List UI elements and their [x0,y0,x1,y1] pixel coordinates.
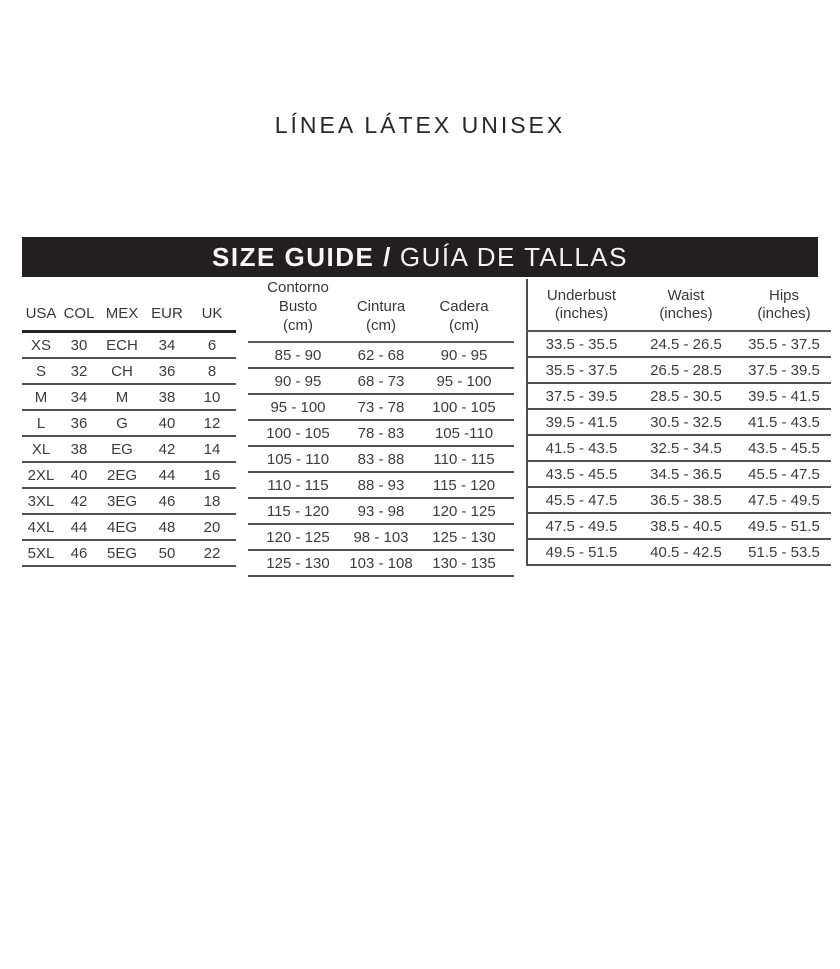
table-cell: EG [98,436,146,462]
table-cell: 30 [60,332,98,359]
size-systems-table [22,279,236,567]
column-header: COL [60,279,98,332]
table-row [527,487,831,513]
column-header: UK [188,279,236,332]
table-cell: 110 - 115 [248,472,348,498]
table-row [22,488,236,514]
table-cell: 95 - 100 [414,368,514,394]
table-cell: 83 - 88 [348,446,414,472]
table-row [527,435,831,461]
table-cell: 85 - 90 [248,342,348,368]
table-cell: 35.5 - 37.5 [527,357,635,383]
page-title: LÍNEA LÁTEX UNISEX [274,112,566,138]
table-cell: 2XL [22,462,60,488]
table-cell: 50 [146,540,188,566]
size-guide-banner [22,237,818,277]
table-cell: 105 - 110 [248,446,348,472]
table-cell: 93 - 98 [348,498,414,524]
table-cell: 90 - 95 [248,368,348,394]
table-row [248,342,514,368]
banner-title-primary: SIZE GUIDE / [212,241,392,272]
table-cell: 110 - 115 [414,446,514,472]
table-cell: 49.5 - 51.5 [737,513,831,539]
table-row [22,410,236,436]
table-cell: 42 [146,436,188,462]
table-row [527,513,831,539]
table-cell: 3EG [98,488,146,514]
table-cell: 12 [188,410,236,436]
table-row [248,446,514,472]
table-cell: 41.5 - 43.5 [737,409,831,435]
table-row [22,384,236,410]
table-cell: 115 - 120 [248,498,348,524]
table-cell: 45.5 - 47.5 [527,487,635,513]
table-cell: 46 [146,488,188,514]
table-cell: S [22,358,60,384]
table-cell: 35.5 - 37.5 [737,331,831,357]
table-cell: M [98,384,146,410]
table-cell: 78 - 83 [348,420,414,446]
table-cell: 14 [188,436,236,462]
table-cell: 100 - 105 [248,420,348,446]
table-cell: 37.5 - 39.5 [737,357,831,383]
table-row [22,436,236,462]
table-cell: 22 [188,540,236,566]
table-row [527,357,831,383]
table-cell: 30.5 - 32.5 [635,409,737,435]
table-cell: 103 - 108 [348,550,414,576]
table-cell: 73 - 78 [348,394,414,420]
table-cell: 5XL [22,540,60,566]
table-cell: 88 - 93 [348,472,414,498]
table-cell: 48 [146,514,188,540]
table-row [22,332,236,359]
table-cell: 38 [60,436,98,462]
table-cell: 36 [146,358,188,384]
table-cell: 125 - 130 [248,550,348,576]
table-cell: 37.5 - 39.5 [527,383,635,409]
inches-table [526,279,831,566]
table-cell: 10 [188,384,236,410]
table-cell: XL [22,436,60,462]
table-cell: 62 - 68 [348,342,414,368]
table-cell: 38 [146,384,188,410]
table-row [527,331,831,357]
table-cell: 49.5 - 51.5 [527,539,635,565]
table-row [22,462,236,488]
table-cell: M [22,384,60,410]
table-cell: 41.5 - 43.5 [527,435,635,461]
table-row [248,420,514,446]
table-cell: 4EG [98,514,146,540]
table-cell: 125 - 130 [414,524,514,550]
column-header: MEX [98,279,146,332]
header-row [22,279,236,332]
table-cell: 32.5 - 34.5 [635,435,737,461]
table-cell: G [98,410,146,436]
table-cell: 20 [188,514,236,540]
table-cell: 3XL [22,488,60,514]
table-row [22,514,236,540]
table-cell: 26.5 - 28.5 [635,357,737,383]
table-row [248,524,514,550]
table-cell: 38.5 - 40.5 [635,513,737,539]
table-cell: 36.5 - 38.5 [635,487,737,513]
table-cell: 105 -110 [414,420,514,446]
table-cell: 34.5 - 36.5 [635,461,737,487]
header-row [248,279,514,342]
column-header: Contorno Busto (cm) [248,279,348,342]
table-cell: L [22,410,60,436]
table-row [527,383,831,409]
table-cell: 8 [188,358,236,384]
column-header: Hips (inches) [737,279,831,331]
centimeters-table [248,279,514,577]
table-cell: 32 [60,358,98,384]
table-row [248,498,514,524]
column-header: Waist (inches) [635,279,737,331]
column-header: EUR [146,279,188,332]
table-cell: 6 [188,332,236,359]
table-cell: 34 [146,332,188,359]
table-cell: 42 [60,488,98,514]
table-cell: 28.5 - 30.5 [635,383,737,409]
table-cell: 95 - 100 [248,394,348,420]
table-cell: 120 - 125 [414,498,514,524]
column-header: Cadera (cm) [414,279,514,342]
table-cell: 18 [188,488,236,514]
banner-title-secondary: GUÍA DE TALLAS [399,241,628,272]
table-cell: 90 - 95 [414,342,514,368]
table-row [248,394,514,420]
table-cell: 16 [188,462,236,488]
table-cell: 120 - 125 [248,524,348,550]
table-cell: 100 - 105 [414,394,514,420]
table-cell: 40 [146,410,188,436]
table-cell: 40.5 - 42.5 [635,539,737,565]
table-cell: 36 [60,410,98,436]
table-row [248,550,514,576]
table-cell: 39.5 - 41.5 [737,383,831,409]
table-cell: 44 [60,514,98,540]
table-cell: 47.5 - 49.5 [527,513,635,539]
table-cell: 5EG [98,540,146,566]
table-cell: 4XL [22,514,60,540]
table-row [22,540,236,566]
table-row [527,461,831,487]
table-cell: 2EG [98,462,146,488]
table-cell: 43.5 - 45.5 [737,435,831,461]
table-row [527,539,831,565]
table-cell: 115 - 120 [414,472,514,498]
table-cell: ECH [98,332,146,359]
table-cell: 40 [60,462,98,488]
column-header: USA [22,279,60,332]
table-cell: CH [98,358,146,384]
table-cell: 46 [60,540,98,566]
table-row [248,368,514,394]
table-row [22,358,236,384]
table-cell: 24.5 - 26.5 [635,331,737,357]
table-row [527,409,831,435]
table-cell: 47.5 - 49.5 [737,487,831,513]
size-guide-table [22,279,818,577]
table-cell: 68 - 73 [348,368,414,394]
table-cell: 34 [60,384,98,410]
table-cell: 44 [146,462,188,488]
table-cell: 39.5 - 41.5 [527,409,635,435]
table-cell: 45.5 - 47.5 [737,461,831,487]
table-cell: 43.5 - 45.5 [527,461,635,487]
header-row [527,279,831,331]
table-cell: 33.5 - 35.5 [527,331,635,357]
table-row [248,472,514,498]
table-cell: 98 - 103 [348,524,414,550]
column-header: Underbust (inches) [527,279,635,331]
table-cell: XS [22,332,60,359]
table-cell: 51.5 - 53.5 [737,539,831,565]
table-cell: 130 - 135 [414,550,514,576]
column-header: Cintura (cm) [348,279,414,342]
